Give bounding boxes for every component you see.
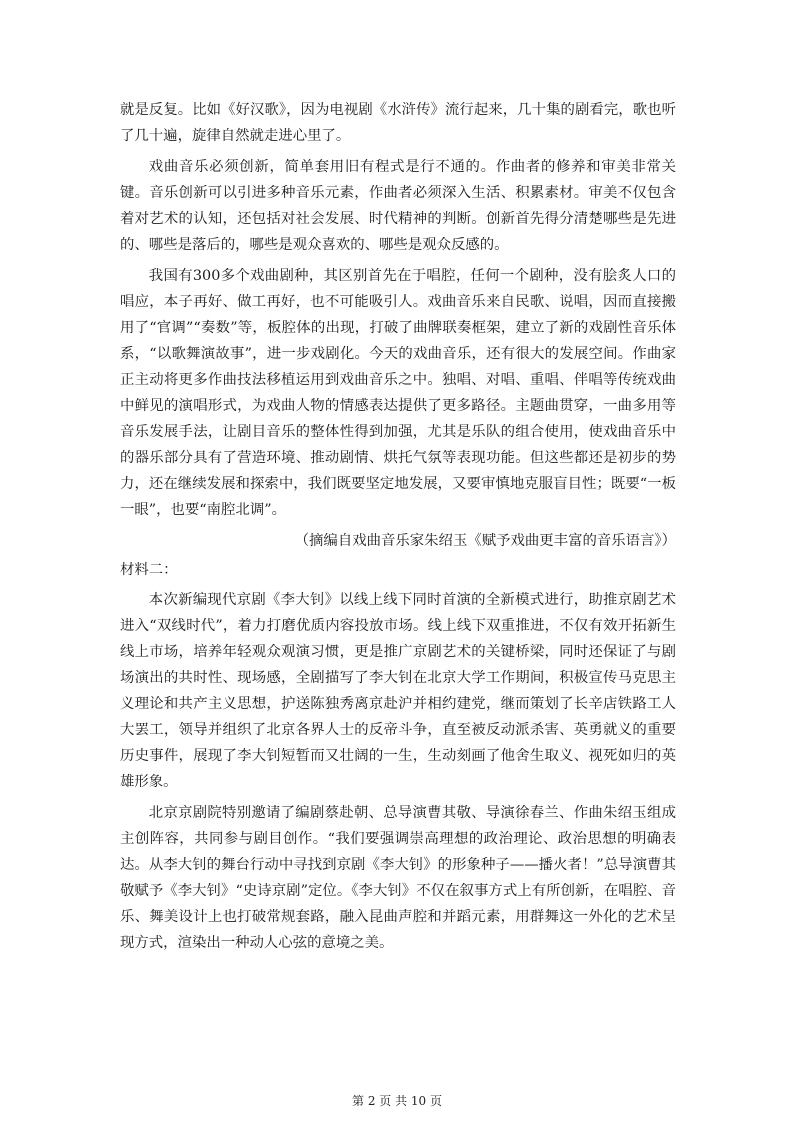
page-footer: 第 2 页 共 10 页 <box>352 1094 442 1108</box>
paragraph-opera-genres: 我国有300多个戏曲剧种，其区别首先在于唱腔，任何一个剧种，没有脍炙人口的唱应，本子再好、做工再好，也不可能吸引人。戏曲音乐来自民歌、说唱，因而直接搬用了“官调”“奏数”等，板腔体的出现，打破了曲牌联奏框架，建立了新的戏剧性音乐体系，“以歌舞演故事”，进一步戏剧化。今天的戏曲音乐，还有很大的发展空间。作曲家正主动将更多作曲技法移植运用到戏曲音乐之中。独唱、对唱、重唱、伴唱等传统戏曲中鲜见的演唱形式，为戏曲人物的情感表达提供了更多路径。主题曲贯穿，一曲多用等音乐发展手法，让剧目音乐的整体性得到加强，尤其是乐队的组合使用，使戏曲音乐中的器乐部分具有了营造环境、推动剧情、烘托气氛等表现功能。但这些都还是初步的势力，还在继续发展和探索中，我们既要坚定地发展，又要审慎地克服盲目性；既要“一板一眼”，也要“南腔北调”。 <box>120 268 676 518</box>
paragraph-music-innovation: 戏曲音乐必须创新，简单套用旧有程式是行不通的。作曲者的修养和审美非常关键。音乐创新可以引进多种音乐元素，作曲者必须深入生活、积累素材。审美不仅包含着对艺术的认知，还包括对社会发展、时代精神的判断。创新首先得分清楚哪些是先进的、哪些是落后的，哪些是观众喜欢的、哪些是观众反感的。 <box>120 159 676 253</box>
paragraph-creative-team: 北京京剧院特别邀请了编剧蔡赴朝、总导演曹其敬、导演徐春兰、作曲朱绍玉组成主创阵容，共同参与剧目创作。“我们要强调崇高理想的政治理论、政治思想的明确表达。从李大钊的舞台行动中寻找到京剧《李大钊》的形象种子——播火者！”总导演曹其敬赋予《李大钊》“史诗京剧”定位。《李大钊》不仅在叙事方式上有所创新，在唱腔、音乐、舞美设计上也打破常规套路，融入昆曲声腔和并蹈元素，用群舞这一外化的艺术呈现方式，渲染出一种动人心弦的意境之美。 <box>120 805 676 951</box>
paragraph-li-dazhao-premiere: 本次新编现代京剧《李大钊》以线上线下同时首演的全新模式进行，助推京剧艺术进入“双线时代”，着力打磨优质内容投放市场。线上线下双重推进，不仅有效开拓新生线上市场，培养年轻观众观演习惯，更是推广京剧艺术的关键桥梁，同时还保证了与剧场演出的共时性、现场感，全剧描写了李大钊在北京大学工作期间，积极宣传马克思主义理论和共产主义思想，护送陈独秀离京赴沪并相约建党，继而策划了长辛店铁路工人大罢工，领导并组织了北京各界人士的反帝斗争，直至被反动派杀害、英勇就义的重要历史事件，展现了李大钊短暂而又壮阔的一生，生动刻画了他舍生取义、视死如归的英雄形象。 <box>120 592 676 790</box>
paragraph-continued: 就是反复。比如《好汉歌》，因为电视剧《水浒传》流行起来，几十集的剧看完，歌也听了几十遍，旋律自然就走进心里了。 <box>120 102 676 144</box>
document-body <box>120 97 676 961</box>
source-citation: （摘编自戏曲音乐家朱绍玉《赋予戏曲更丰富的音乐语言》） <box>294 533 676 549</box>
section-label-material-two: 材料二： <box>120 562 178 578</box>
